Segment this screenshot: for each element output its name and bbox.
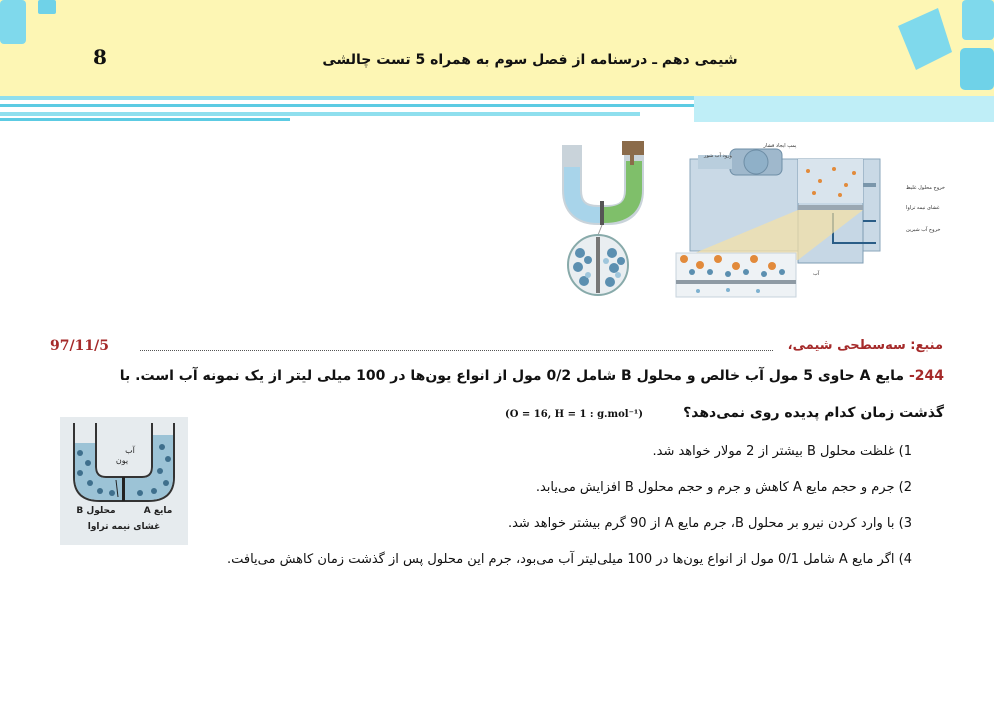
question-text-1: مایع A حاوی 5 مول آب خالص و محلول B شامل 0/2 مول از انواع یون‌ها در 100 میلی لیتر از یک نمونه آب است. با [119, 368, 905, 384]
option-3: 3) با وارد کردن نیرو بر محلول B، جرم مایع A از 90 گرم بیشتر خواهد شد. [507, 516, 912, 531]
concentrate-outlet-label: خروج محلول غلیظ [906, 185, 945, 191]
header-decoration-right [880, 0, 994, 96]
reverse-osmosis-figure [558, 135, 945, 300]
header-band [0, 0, 994, 96]
solution-b-label: B محلول [76, 506, 116, 516]
osmosis-u-tube-figure [60, 417, 188, 545]
membrane-label: غشای نیمه تراوا [87, 522, 161, 532]
pump-label: پمپ ایجاد فشار [763, 143, 797, 149]
dotted-leader [140, 350, 773, 351]
header-stripe [0, 104, 700, 107]
header-stripe [0, 112, 640, 116]
source-line [50, 338, 943, 358]
header-stripe-block [694, 96, 994, 122]
question-line-2: گذشت زمان کدام پدیده روی نمی‌دهد؟ [683, 405, 944, 421]
inlet-label: ورود آب شور [704, 153, 732, 159]
question-line-1 [120, 368, 944, 384]
source-date: 97/11/5 [50, 338, 109, 354]
water-label: آب [125, 446, 135, 455]
fresh-water-outlet-label: خروج آب شیرین [906, 227, 941, 233]
molar-mass-note: (O = 16, H = 1 : g.mol⁻¹) [505, 409, 643, 420]
option-1: 1) غلظت محلول B بیشتر از 2 مولار خواهد شد. [652, 444, 912, 459]
option-4: 4) اگر مایع A شامل 0/1 مول از انواع یون‌ها در 100 میلی‌لیتر آب می‌بود، جرم این محلول پس از گذشت زمان کاهش می‌یافت. [226, 552, 912, 567]
ion-label: یون [115, 456, 129, 465]
water-label: آب [813, 271, 820, 277]
page-number: 8 [93, 45, 107, 69]
header-stripe [0, 118, 290, 121]
question-number: 244- [908, 368, 944, 384]
liquid-a-label: A مایع [143, 506, 173, 516]
option-2: 2) جرم و حجم مایع A کاهش و جرم و حجم محلول B افزایش می‌یابد. [535, 480, 912, 495]
page-title: شیمی دهم ـ درسنامه از فصل سوم به همراه 5 تست چالشی [322, 52, 738, 68]
membrane-label: غشای نیمه تراوا [906, 205, 940, 211]
source-label: منبع: سه‌سطحی شیمی، [787, 338, 943, 353]
